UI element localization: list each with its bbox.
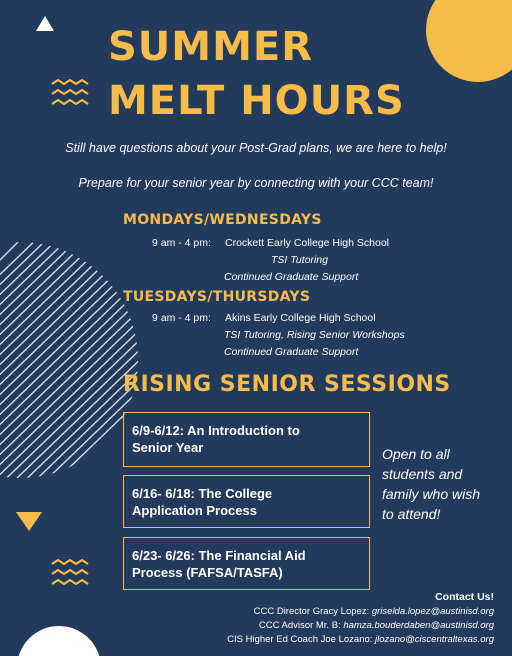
schedule-location: Akins Early College High School bbox=[225, 312, 376, 324]
schedule-service: TSI Tutoring bbox=[271, 254, 328, 266]
schedule-time: 9 am - 4 pm: bbox=[152, 237, 211, 249]
white-circle-shape bbox=[17, 626, 101, 656]
schedule-location: Crockett Early College High School bbox=[225, 237, 389, 249]
yellow-triangle-icon bbox=[16, 512, 42, 531]
schedule-service: Continued Graduate Support bbox=[224, 271, 359, 283]
session-card-college-app bbox=[123, 475, 370, 528]
session-line: 6/23- 6/26: The Financial Aid bbox=[132, 548, 306, 563]
contact-email[interactable]: hamza.bouderdaben@austinisd.org bbox=[343, 620, 494, 631]
contact-email[interactable]: jlozano@ciscentraltexas.org bbox=[375, 634, 494, 645]
sessions-title: RISING SENIOR SESSIONS bbox=[123, 372, 451, 397]
contact-heading: Contact Us! bbox=[435, 591, 494, 603]
schedule-service: TSI Tutoring, Rising Senior Workshops bbox=[224, 329, 405, 341]
open-to-all-note bbox=[382, 444, 502, 524]
note-line: family who wish bbox=[382, 486, 481, 502]
session-line: Process (FAFSA/TASFA) bbox=[132, 565, 283, 580]
tagline-help: Still have questions about your Post-Grad plans, we are here to help! bbox=[65, 141, 447, 155]
schedule-time: 9 am - 4 pm: bbox=[152, 312, 211, 324]
schedule-service: Continued Graduate Support bbox=[224, 346, 359, 358]
title-line-2: MELT HOURS bbox=[108, 78, 405, 124]
session-line: 6/16- 6/18: The College bbox=[132, 486, 273, 501]
contact-line-director bbox=[254, 606, 494, 617]
note-line: Open to all bbox=[382, 446, 450, 462]
contact-email[interactable]: griselda.lopez@austinisd.org bbox=[371, 606, 494, 617]
title-line-1: SUMMER bbox=[108, 24, 314, 70]
session-line: Senior Year bbox=[132, 440, 204, 455]
zigzag-icon bbox=[52, 80, 88, 104]
schedule-heading-tue-thu: TUESDAYS/THURSDAYS bbox=[123, 289, 311, 305]
contact-label: CCC Director Gracy Lopez: bbox=[253, 606, 370, 617]
session-card-financial-aid bbox=[123, 537, 370, 590]
contact-label: CIS Higher Ed Coach Joe Lozano: bbox=[227, 634, 373, 645]
contact-label: CCC Advisor Mr. B: bbox=[258, 620, 341, 631]
contact-line-coach bbox=[227, 634, 494, 645]
contact-line-advisor bbox=[259, 620, 494, 631]
note-line: to attend! bbox=[382, 506, 441, 522]
session-card-intro bbox=[123, 412, 370, 467]
session-line: Application Process bbox=[132, 503, 257, 518]
session-line: 6/9-6/12: An Introduction to bbox=[132, 423, 300, 438]
note-line: students and bbox=[382, 466, 463, 482]
zigzag-bottom-icon bbox=[52, 560, 88, 584]
schedule-heading-mon-wed: MONDAYS/WEDNESDAYS bbox=[123, 212, 322, 228]
tagline-prepare: Prepare for your senior year by connecting with your CCC team! bbox=[78, 176, 434, 190]
triangle-icon bbox=[36, 16, 54, 31]
